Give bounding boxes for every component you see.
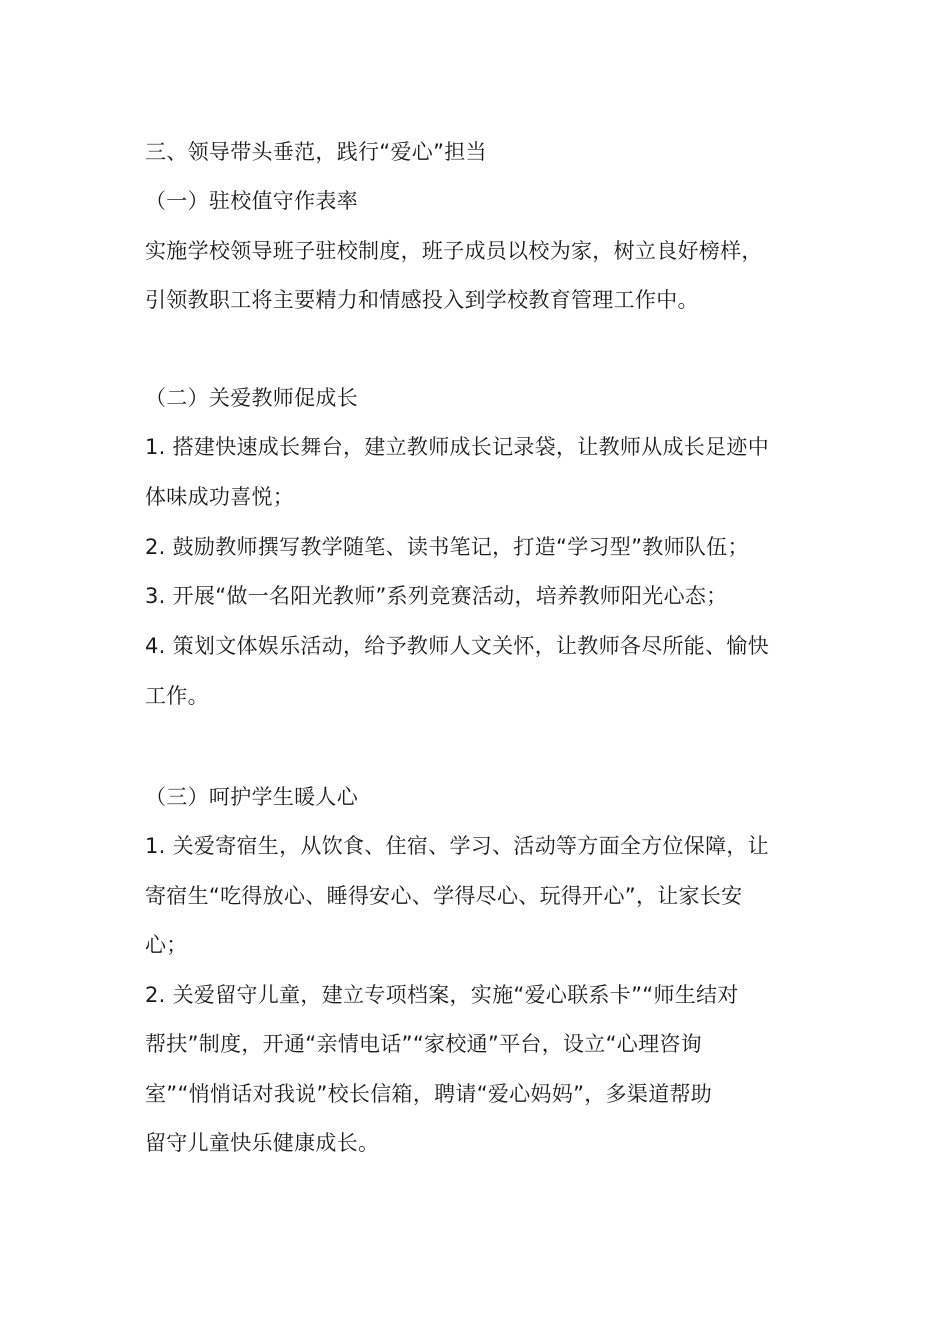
part1-heading: （一）驻校值守作表率 [145, 189, 358, 213]
list-item-line: 体味成功喜悦； [145, 485, 295, 509]
list-item-line: 寄宿生“吃得放心、睡得安心、学得尽心、玩得开心”，让家长安 [145, 884, 743, 908]
list-item-line: 1. 搭建快速成长舞台，建立教师成长记录袋，让教师从成长足迹中 [145, 435, 770, 459]
list-item-line: 室”“悄悄话对我说”校长信箱，聘请“爱心妈妈”，多渠道帮助 [145, 1082, 713, 1106]
list-item-line: 1. 关爱寄宿生，从饮食、住宿、学习、活动等方面全方位保障，让 [145, 834, 770, 858]
list-item-line: 留守儿童快乐健康成长。 [145, 1131, 380, 1155]
list-item-line: 4. 策划文体娱乐活动，给予教师人文关怀，让教师各尽所能、愉快 [145, 634, 770, 658]
list-item-line: 工作。 [145, 684, 209, 708]
list-item-line: 帮扶”制度，开通“亲情电话”“家校通”平台，设立“心理咨询 [145, 1032, 702, 1056]
list-item-line: 2. 鼓励教师撰写教学随笔、读书笔记，打造“学习型”教师队伍； [145, 535, 749, 559]
part3-heading: （三）呵护学生暖人心 [145, 785, 358, 809]
paragraph-line: 实施学校领导班子驻校制度，班子成员以校为家，树立良好榜样， [145, 239, 763, 263]
list-item-line: 3. 开展“做一名阳光教师”系列竞赛活动，培养教师阳光心态； [145, 584, 728, 608]
paragraph-line: 引领教职工将主要精力和情感投入到学校教育管理工作中。 [145, 288, 699, 312]
section-heading: 三、领导带头垂范，践行“爱心”担当 [145, 140, 487, 164]
list-item-line: 心； [145, 933, 188, 957]
list-item-line: 2. 关爱留守儿童，建立专项档案，实施“爱心联系卡”“师生结对 [145, 983, 739, 1007]
part2-heading: （二）关爱教师促成长 [145, 386, 358, 410]
